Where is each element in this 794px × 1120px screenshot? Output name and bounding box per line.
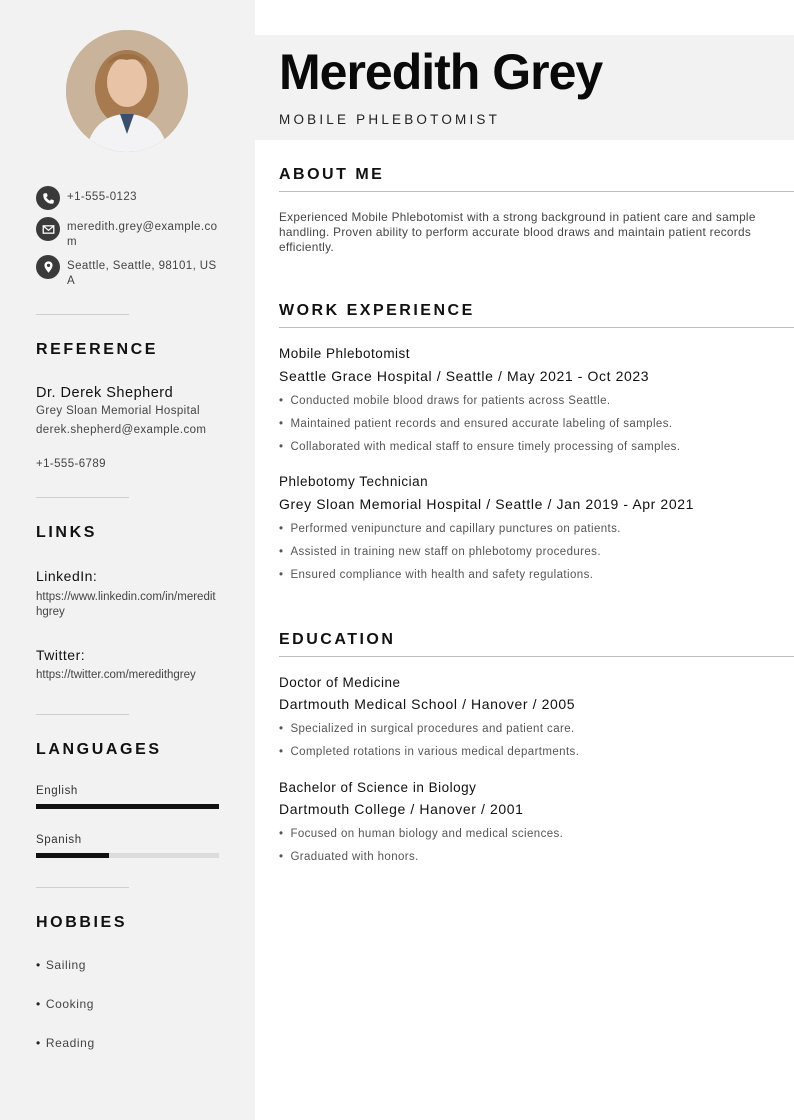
job-bullet-text: Assisted in training new staff on phlebotomy procedures.: [290, 546, 601, 558]
section-rule: [279, 191, 794, 192]
hobby-label: Cooking: [45, 997, 95, 1011]
job-bullet-text: Maintained patient records and ensured accurate labeling of samples.: [290, 418, 673, 430]
job-bullet: • Assisted in training new staff on phlebotomy procedures.: [279, 546, 601, 558]
job-entry-title: Mobile Phlebotomist: [279, 346, 411, 361]
education-bullet-text: Graduated with honors.: [290, 851, 419, 863]
education-bullet: • Graduated with honors.: [279, 851, 419, 863]
job-title: MOBILE PHLEBOTOMIST: [279, 112, 501, 127]
language-spanish-fill: [36, 853, 109, 858]
education-entry-title: Bachelor of Science in Biology: [279, 780, 477, 795]
reference-phone: +1-555-6789: [36, 458, 106, 470]
links-heading: LINKS: [36, 524, 97, 541]
language-english-fill: [36, 804, 219, 809]
phone-text: +1-555-0123: [67, 191, 137, 203]
hobby-item: • Sailing: [36, 958, 87, 972]
job-entry-details: Seattle Grace Hospital / Seattle / May 2021 - Oct 2023: [279, 368, 650, 384]
hobbies-heading: HOBBIES: [36, 914, 128, 931]
phone-icon: [36, 186, 60, 210]
hobby-item: • Reading: [36, 1036, 95, 1050]
sidebar-divider: [36, 314, 129, 315]
language-spanish-label: Spanish: [36, 834, 82, 846]
job-bullet: • Performed venipuncture and capillary punctures on patients.: [279, 523, 621, 535]
education-bullet-text: Completed rotations in various medical departments.: [290, 746, 580, 758]
education-entry-title: Doctor of Medicine: [279, 675, 401, 690]
job-bullet-text: Collaborated with medical staff to ensure timely processing of samples.: [290, 441, 681, 453]
job-bullet-text: Ensured compliance with health and safety regulations.: [290, 569, 594, 581]
candidate-name: Meredith Grey: [279, 44, 603, 100]
hobby-label: Reading: [45, 1036, 95, 1050]
education-bullet: • Specialized in surgical procedures and patient care.: [279, 723, 575, 735]
job-bullet: • Collaborated with medical staff to ensure timely processing of samples.: [279, 441, 681, 453]
reference-organization: Grey Sloan Memorial Hospital: [36, 405, 200, 417]
contact-email[interactable]: [36, 217, 219, 250]
education-bullet-text: Specialized in surgical procedures and patient care.: [290, 723, 575, 735]
experience-heading: WORK EXPERIENCE: [279, 302, 475, 319]
about-text: Experienced Mobile Phlebotomist with a strong background in patient care and sample handling. Proven ability to perform accurate blood draws and maintain patient records efficiently.: [279, 210, 756, 254]
contact-phone[interactable]: [36, 186, 219, 210]
hobby-item: • Cooking: [36, 997, 95, 1011]
language-english-bar: [36, 804, 219, 809]
reference-heading: REFERENCE: [36, 341, 159, 358]
profile-photo: [66, 30, 188, 152]
job-bullet-text: Conducted mobile blood draws for patients across Seattle.: [290, 395, 611, 407]
education-bullet: • Completed rotations in various medical departments.: [279, 746, 580, 758]
about-heading: ABOUT ME: [279, 166, 385, 183]
reference-name: Dr. Derek Shepherd: [36, 385, 174, 401]
job-entry-title: Phlebotomy Technician: [279, 474, 429, 489]
education-entry-details: Dartmouth Medical School / Hanover / 2005: [279, 696, 576, 712]
email-icon: [36, 217, 60, 241]
education-bullet-text: Focused on human biology and medical sciences.: [290, 828, 564, 840]
sidebar-divider: [36, 714, 129, 715]
job-entry-details: Grey Sloan Memorial Hospital / Seattle / Jan 2019 - Apr 2021: [279, 496, 694, 512]
reference-email[interactable]: derek.shepherd@example.com: [36, 424, 207, 436]
contact-address: [36, 255, 219, 289]
job-bullet: • Conducted mobile blood draws for patients across Seattle.: [279, 395, 611, 407]
education-bullet: • Focused on human biology and medical sciences.: [279, 828, 564, 840]
twitter-label: Twitter:: [36, 647, 86, 663]
sidebar: [0, 0, 255, 1120]
email-text: meredith.grey@example.com: [67, 221, 218, 248]
job-bullet-text: Performed venipuncture and capillary punctures on patients.: [290, 523, 621, 535]
hobby-label: Sailing: [45, 958, 87, 972]
section-rule: [279, 656, 794, 657]
section-rule: [279, 327, 794, 328]
twitter-link[interactable]: https://twitter.com/meredithgrey: [36, 669, 196, 681]
sidebar-divider: [36, 497, 129, 498]
linkedin-label: LinkedIn:: [36, 568, 98, 584]
languages-heading: LANGUAGES: [36, 741, 162, 758]
language-english-label: English: [36, 785, 78, 797]
education-entry-details: Dartmouth College / Hanover / 2001: [279, 801, 524, 817]
sidebar-divider: [36, 887, 129, 888]
language-spanish-bar: [36, 853, 219, 858]
job-bullet: • Ensured compliance with health and safety regulations.: [279, 569, 594, 581]
address-text: Seattle, Seattle, 98101, USA: [67, 260, 217, 287]
education-heading: EDUCATION: [279, 631, 396, 648]
location-pin-icon: [36, 255, 60, 279]
job-bullet: • Maintained patient records and ensured accurate labeling of samples.: [279, 418, 673, 430]
linkedin-link[interactable]: https://www.linkedin.com/in/meredithgrey: [36, 591, 216, 618]
